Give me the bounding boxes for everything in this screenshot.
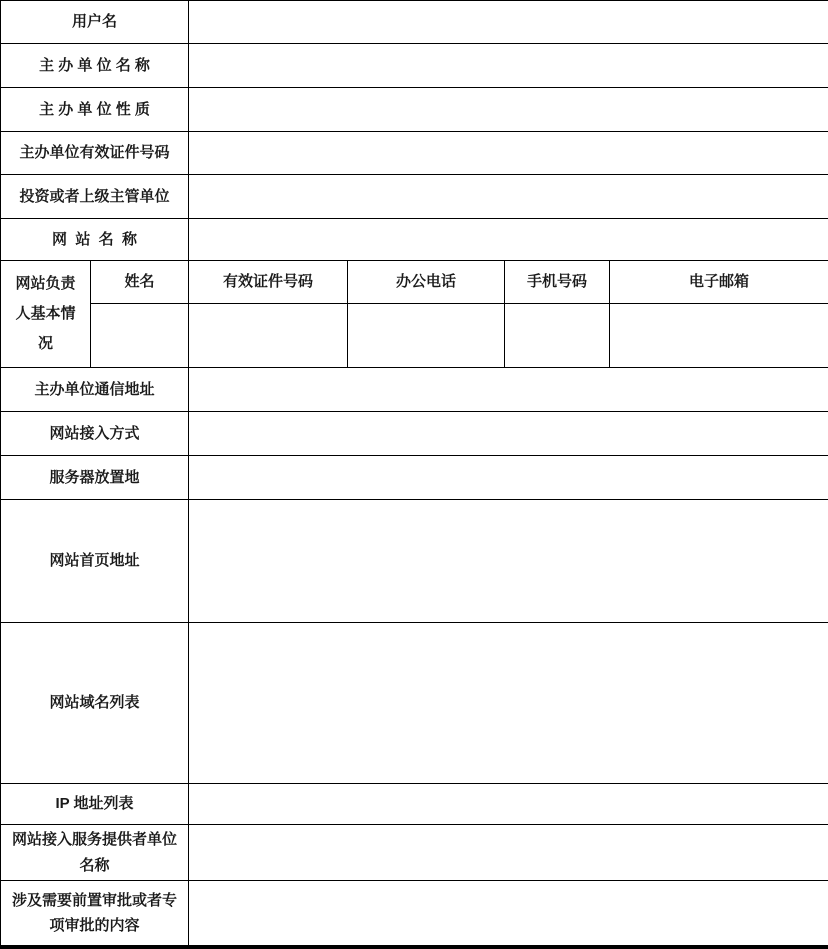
field-responsible-email[interactable] xyxy=(610,304,828,368)
field-pre-approval-content[interactable] xyxy=(189,881,828,948)
field-homepage-url[interactable] xyxy=(189,500,828,623)
label-domain-list: 网站域名列表 xyxy=(1,623,189,784)
label-organizer-cert-number: 主办单位有效证件号码 xyxy=(1,132,189,175)
field-responsible-cert-number[interactable] xyxy=(189,304,348,368)
label-responsible-person-section: 网站负责人基本情况 xyxy=(1,261,91,368)
label-isp-unit-name: 网站接入服务提供者单位名称 xyxy=(1,825,189,881)
label-mailing-address: 主办单位通信地址 xyxy=(1,368,189,412)
row-homepage-url xyxy=(1,500,828,623)
row-investor-or-superior-unit xyxy=(1,175,828,219)
field-responsible-mobile-number[interactable] xyxy=(505,304,610,368)
row-responsible-person-headers xyxy=(1,261,828,304)
label-organizer-name: 主 办 单 位 名 称 xyxy=(1,44,189,88)
header-office-phone: 办公电话 xyxy=(348,261,505,304)
header-name: 姓名 xyxy=(91,261,189,304)
row-access-method xyxy=(1,412,828,456)
row-server-location xyxy=(1,456,828,500)
header-email: 电子邮箱 xyxy=(610,261,828,304)
field-domain-list[interactable] xyxy=(189,623,828,784)
field-access-method[interactable] xyxy=(189,412,828,456)
label-website-name: 网 站 名 称 xyxy=(1,219,189,261)
field-website-name[interactable] xyxy=(189,219,828,261)
field-mailing-address[interactable] xyxy=(189,368,828,412)
field-organizer-cert-number[interactable] xyxy=(189,132,828,175)
label-investor-or-superior-unit: 投资或者上级主管单位 xyxy=(1,175,189,219)
row-responsible-person-values xyxy=(1,304,828,368)
label-access-method: 网站接入方式 xyxy=(1,412,189,456)
label-server-location: 服务器放置地 xyxy=(1,456,189,500)
field-ip-list[interactable] xyxy=(189,784,828,825)
row-domain-list xyxy=(1,623,828,784)
row-organizer-cert-number xyxy=(1,132,828,175)
field-responsible-name[interactable] xyxy=(91,304,189,368)
row-organizer-name xyxy=(1,44,828,88)
row-username xyxy=(1,1,828,44)
row-website-name xyxy=(1,219,828,261)
row-pre-approval-content xyxy=(1,881,828,948)
field-organizer-name[interactable] xyxy=(189,44,828,88)
row-mailing-address xyxy=(1,368,828,412)
row-ip-list xyxy=(1,784,828,825)
label-organizer-nature: 主 办 单 位 性 质 xyxy=(1,88,189,132)
label-ip-list: IP 地址列表 xyxy=(1,784,189,825)
label-pre-approval-content: 涉及需要前置审批或者专项审批的内容 xyxy=(1,881,189,948)
row-isp-unit-name xyxy=(1,825,828,881)
label-homepage-url: 网站首页地址 xyxy=(1,500,189,623)
header-cert-number: 有效证件号码 xyxy=(189,261,348,304)
label-username: 用户名 xyxy=(1,1,189,44)
field-server-location[interactable] xyxy=(189,456,828,500)
field-username[interactable] xyxy=(189,1,828,44)
field-organizer-nature[interactable] xyxy=(189,88,828,132)
row-organizer-nature xyxy=(1,88,828,132)
field-responsible-office-phone[interactable] xyxy=(348,304,505,368)
header-mobile-number: 手机号码 xyxy=(505,261,610,304)
field-investor-or-superior-unit[interactable] xyxy=(189,175,828,219)
field-isp-unit-name[interactable] xyxy=(189,825,828,881)
